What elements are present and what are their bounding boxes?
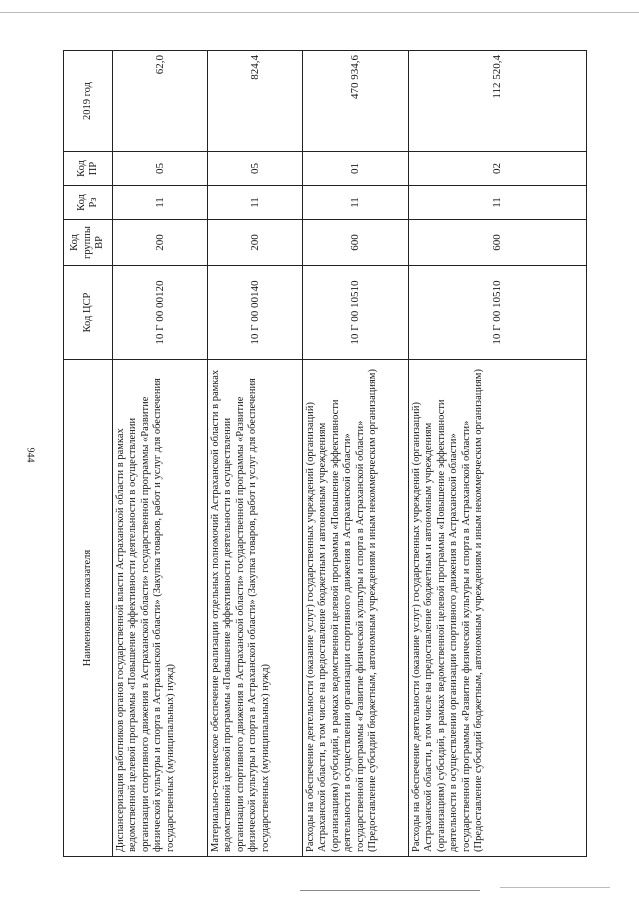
page-number: 944 bbox=[24, 447, 36, 463]
row-pr: 02 bbox=[409, 152, 587, 186]
row-amount: 112 520,4 bbox=[409, 51, 587, 152]
scan-top-edge bbox=[0, 12, 639, 13]
rotated-table-wrapper bbox=[63, 51, 586, 857]
row-rz: 11 bbox=[409, 186, 587, 220]
row-name: Расходы на обеспечение деятельности (оказание услуг) государственных учреждений (организаций) Астраханской области, в том числе на предоставление бюджетным и автономным учреждениям (организациям) субсидий, в рамках ведомственной целевой программы «Повышение эффективности деятельности в осуществлении организации спортивного движения в Астраханской области» государственной программы «Развитие физической культуры и спорта в Астраханской области» (Предоставление субсидий бюджетным, автономным учреждениям и иным некоммерческим организациям) bbox=[409, 360, 587, 857]
row-rz: 11 bbox=[113, 186, 208, 220]
row-vr: 200 bbox=[113, 220, 208, 266]
bottom-rule-2 bbox=[500, 887, 610, 888]
table-row bbox=[303, 51, 409, 857]
row-pr: 05 bbox=[208, 152, 303, 186]
header-name: Наименование показателя bbox=[64, 360, 113, 857]
row-csr: 10 Г 00 10510 bbox=[303, 266, 409, 360]
row-csr: 10 Г 00 10510 bbox=[409, 266, 587, 360]
row-name: Диспансеризация работников органов государственной власти Астраханской области в рамках ведомственной целевой программы «Повышение эффективности деятельности в осуществлении организации спортивного движения в Астраханской области» государственной программы «Развитие физической культуры и спорта в Астраханской области» (Закупка товаров, работ и услуг для обеспечения государственных (муниципальных) нужд) bbox=[113, 360, 208, 857]
table-row bbox=[113, 51, 208, 857]
row-rz: 11 bbox=[303, 186, 409, 220]
row-amount: 62,0 bbox=[113, 51, 208, 152]
row-vr: 200 bbox=[208, 220, 303, 266]
row-amount: 470 934,6 bbox=[303, 51, 409, 152]
row-vr: 600 bbox=[409, 220, 587, 266]
row-pr: 01 bbox=[303, 152, 409, 186]
row-name: Материально-техническое обеспечение реализации отдельных полномочий Астраханской области в рамках ведомственной целевой программы «Повышение эффективности деятельности в осуществлении организации спортивного движения в Астраханской области» государственной программы «Развитие физической культуры и спорта в Астраханской области» (Закупка товаров, работ и услуг для обеспечения государственных (муниципальных) нужд) bbox=[208, 360, 303, 857]
header-rz: Код Рз bbox=[64, 186, 113, 220]
row-pr: 05 bbox=[113, 152, 208, 186]
row-csr: 10 Г 00 00120 bbox=[113, 266, 208, 360]
header-amount: 2019 год bbox=[64, 51, 113, 152]
table-header-row bbox=[64, 51, 113, 857]
row-vr: 600 bbox=[303, 220, 409, 266]
row-csr: 10 Г 00 00140 bbox=[208, 266, 303, 360]
row-rz: 11 bbox=[208, 186, 303, 220]
row-name: Расходы на обеспечение деятельности (оказание услуг) государственных учреждений (организаций) Астраханской области, в том числе на предоставление бюджетным и автономным учреждениям (организациям) субсидий, в рамках ведомственной целевой программы «Повышение эффективности деятельности в осуществлении организации спортивного движения в Астраханской области» государственной программы «Развитие физической культуры и спорта в Астраханской области» (Предоставление субсидий бюджетным, автономным учреждениям и иным некоммерческим организациям) bbox=[303, 360, 409, 857]
header-vr: Код группы ВР bbox=[64, 220, 113, 266]
table-row bbox=[208, 51, 303, 857]
table-row bbox=[409, 51, 587, 857]
header-csr: Код ЦСР bbox=[64, 266, 113, 360]
bottom-rule bbox=[300, 890, 480, 891]
header-pr: Код ПР bbox=[64, 152, 113, 186]
row-amount: 824,4 bbox=[208, 51, 303, 152]
budget-table bbox=[63, 50, 587, 857]
